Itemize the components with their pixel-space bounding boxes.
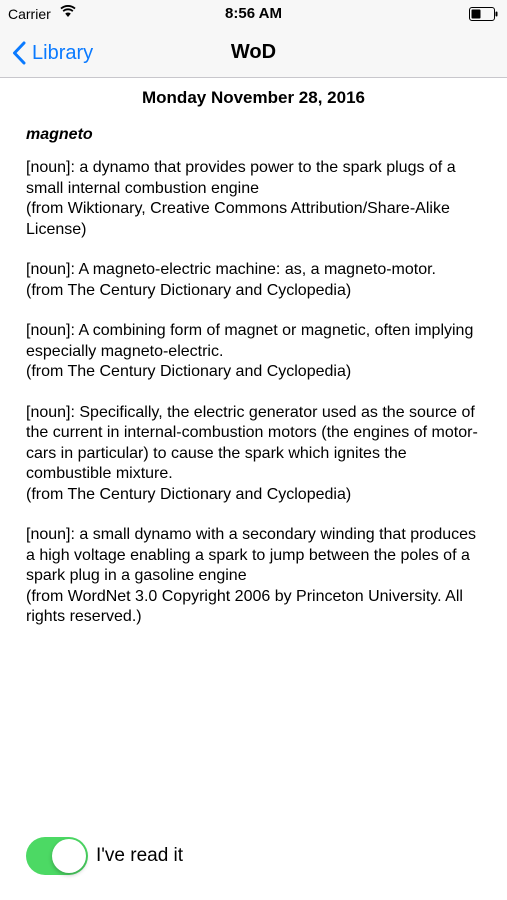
status-bar bbox=[0, 0, 507, 28]
word-title: magneto bbox=[26, 126, 93, 143]
page-title: WoD bbox=[230, 41, 277, 63]
read-toggle-row bbox=[26, 837, 183, 875]
navigation-bar bbox=[0, 28, 507, 78]
definition-item: [noun]: a small dynamo with a secondary winding that produces a high voltage enabling a spark to jump between the poles of a spark plug in a gasoline engine (from WordNet 3.0 Copyright 2006 by Princeton University. All rights reserved.) bbox=[26, 526, 477, 625]
definition-item: [noun]: A combining form of magnet or magnetic, often implying especially magneto-electric. (from The Century Dictionary and Cyclopedia) bbox=[26, 322, 474, 380]
definition-item: [noun]: Specifically, the electric generator used as the source of the current in internal-combustion motors (the engines of motor-cars in particular) to cause the spark which ignites the combustible mixture. (from The Century Dictionary and Cyclopedia) bbox=[26, 403, 478, 503]
read-toggle-switch[interactable] bbox=[26, 837, 88, 875]
date-header: Monday November 28, 2016 bbox=[142, 88, 365, 107]
read-toggle-label: I've read it bbox=[96, 845, 184, 866]
word-of-day-content bbox=[26, 88, 486, 648]
battery-icon bbox=[469, 7, 499, 21]
carrier-label: Carrier bbox=[8, 6, 51, 22]
definition-item: [noun]: a dynamo that provides power to the spark plugs of a small internal combustion engine (from Wiktionary, Creative Commons Attribution/Share-Alike License) bbox=[26, 159, 456, 238]
back-button-label: Library bbox=[32, 41, 94, 64]
definition-item: [noun]: A magneto-electric machine: as, a magneto-motor. (from The Century Dictionary and Cyclopedia) bbox=[26, 261, 436, 299]
status-time: 8:56 AM bbox=[225, 5, 282, 22]
toggle-knob bbox=[52, 839, 86, 873]
